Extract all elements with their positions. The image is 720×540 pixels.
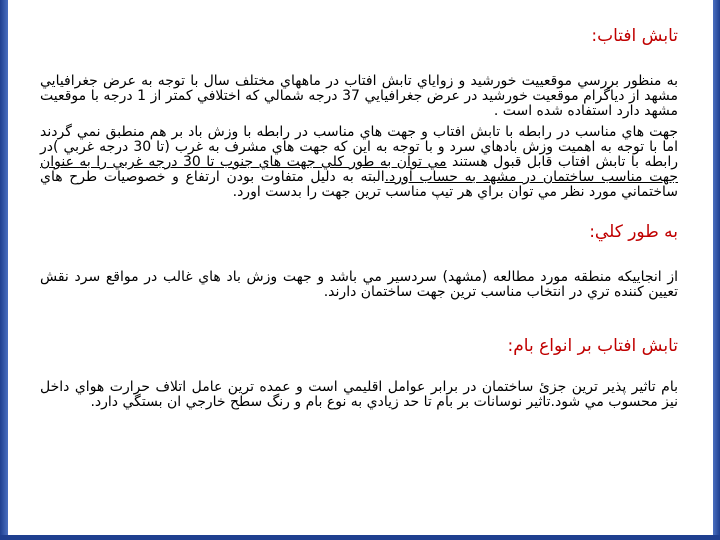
- paragraph-sun-position: [40, 74, 678, 119]
- paragraph-orientation-text-2: البته به دليل متفاوت بودن ارتفاع و خصوصيات طرح هاي ساختماني مورد نظر مي توان براي هر تيپ مناسب ترين جهت را بدست اورد.: [40, 169, 678, 200]
- paragraph-roof-text: بام تاثير پذير ترين جزئ ساختمان در برابر عوامل اقليمي است و عمده ترين عامل اتلاف حرارت هواي داخل نيز محسوب مي شود.تاثير نوسانات بر بام تا حد زيادي به نوع بام و رنگ سطح خارجي ان بستگي دارد.: [40, 379, 678, 410]
- heading-sun-radiation: تابش افتاب:: [591, 26, 678, 46]
- slide-frame-bottom: [0, 535, 720, 540]
- paragraph-orientation: [40, 125, 678, 200]
- paragraph-orientation-underlined: مي توان به طور كلي جهت هاي جنوب تا 30 درجه غربي را به عنوان جهت مناسب ساختمان در مشهد به حساب اورد.: [40, 154, 678, 185]
- paragraph-cold-region: [40, 270, 678, 300]
- heading-in-general: به طور كلي:: [589, 222, 678, 242]
- slide-frame-left: [0, 0, 8, 540]
- slide-frame-right: [713, 0, 720, 540]
- heading-roof-radiation: تابش افتاب بر انواع بام:: [507, 336, 678, 356]
- paragraph-sun-position-text: به منظور بررسي موقعييت خورشيد و زواياي تابش افتاب در ماههاي مختلف سال با توجه به عرض جغرافيايي مشهد از دياگرام موقعيت خورشيد در عرض جغرافيايي 37 درجه شمالي كه اختلافي كمتر از 1 درجه با موقعيت مشهد دارد استفاده شده است .: [40, 73, 678, 119]
- slide-content: [40, 24, 678, 416]
- paragraph-roof: [40, 380, 678, 410]
- paragraph-cold-region-text: از انجاييكه منطقه مورد مطالعه (مشهد) سردسير مي باشد و جهت وزش باد هاي غالب در مواقع سرد نقش تعيين كننده تري در انتخاب مناسب ترين جهت ساختمان دارند.: [40, 269, 678, 300]
- paragraph-orientation-text-1: جهت هاي مناسب در رابطه با تابش افتاب و جهت هاي مناسب در رابطه با وزش باد بر هم منطبق نمي گردند اما با توجه به اهميت وزش بادهاي سرد و با توجه به اين كه جهت هاي مشرف به غرب (تا 30 درجه غربي )در رابطه با تابش افتاب قابل قبول هستند: [40, 124, 678, 170]
